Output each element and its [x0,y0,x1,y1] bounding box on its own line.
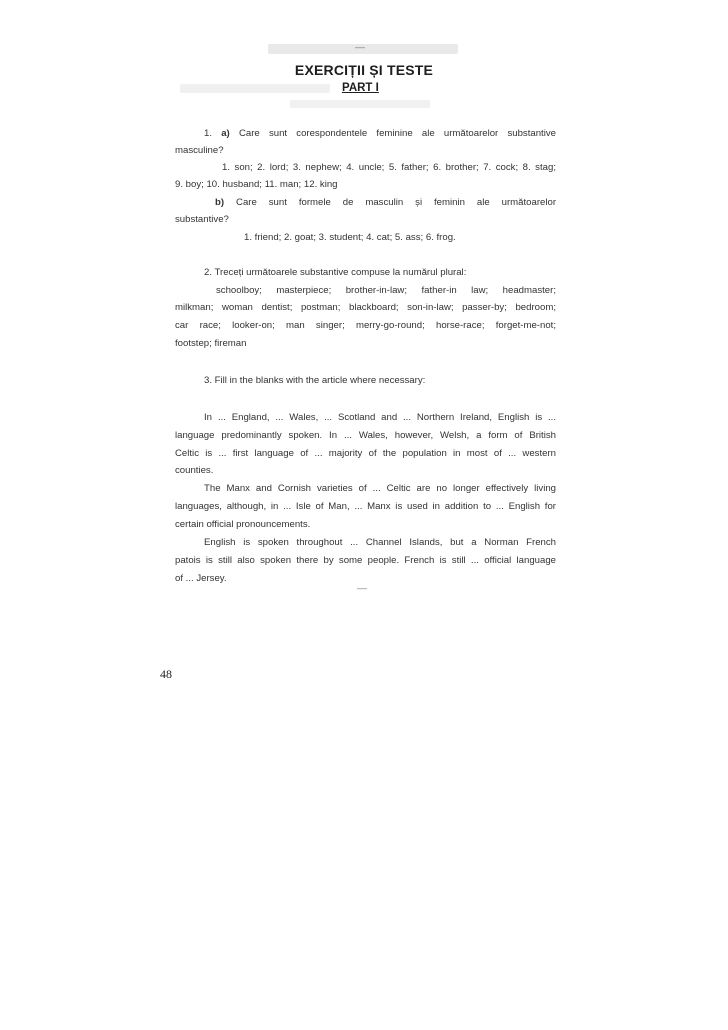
ex1b-label: b) [215,197,225,208]
ex3-para3-line3: of ... Jersey. [175,573,227,584]
scan-smudge [290,100,430,108]
ex1a-question-line2: masculine? [175,145,224,156]
ex3-heading: 3. Fill in the blanks with the article where necessary: [204,375,426,386]
ex2-words-line1: schoolboy; masterpiece; brother-in-law; father-in law; headmaster; [216,285,556,296]
ex2-words-line3: car race; looker-on; man singer; merry-go-round; horse-race; forget-me-not; [175,320,556,331]
ex1a-label: a) [221,128,230,139]
ex1b-question-line1 [215,194,556,211]
ex1a-number: 1. [204,128,213,139]
ex1b-question-text: Care sunt formele de masculin și feminin ale următoarelor [236,197,557,208]
ex1b-question-line2: substantive? [175,214,229,225]
ex1b-words: 1. friend; 2. goat; 3. student; 4. cat; 5. ass; 6. frog. [244,232,456,243]
ex3-para1-line3: Celtic is ... first language of ... majority of the population in most of ... western [175,448,556,459]
ex3-para1-line4: counties. [175,465,214,476]
decorative-dash: ‒‒ [357,583,368,593]
page-subtitle: PART I [342,82,379,94]
ex1a-question-text: Care sunt corespondentele feminine ale următoarelor substantive [238,128,556,139]
scan-smudge [180,84,330,93]
ex2-words-line2: milkman; woman dentist; postman; blackboard; son-in-law; passer-by; bedroom; [175,302,556,313]
ex3-para2-line2: languages, although, in ... Isle of Man, ... Manx is used in addition to ... English for [175,501,556,512]
ex3-para3-line2: patois is still also spoken there by some people. French is still ... official language [175,555,556,566]
page-number: 48 [160,667,172,681]
ex3-para2-line1: The Manx and Cornish varieties of ... Celtic are no longer effectively living [204,483,556,494]
ex1a-words-line2: 9. boy; 10. husband; 11. man; 12. king [175,179,338,190]
ex3-para2-line3: certain official pronouncements. [175,519,311,530]
ex1a-question-line1 [204,125,556,142]
ex1a-words-line1: 1. son; 2. lord; 3. nephew; 4. uncle; 5. father; 6. brother; 7. cock; 8. stag; [222,162,556,173]
decorative-dash: ‒‒ [355,42,366,52]
ex3-para1-line2: language predominantly spoken. In ... Wales, however, Welsh, a form of British [175,430,556,441]
ex2-heading: 2. Treceți următoarele substantive compuse la numărul plural: [204,267,467,278]
ex3-para1-line1: In ... England, ... Wales, ... Scotland and ... Northern Ireland, English is ... [204,412,556,423]
page-title: EXERCIȚII ȘI TESTE [294,62,434,78]
ex3-para3-line1: English is spoken throughout ... Channel Islands, but a Norman French [204,537,556,548]
ex2-words-line4: footstep; fireman [175,338,247,349]
